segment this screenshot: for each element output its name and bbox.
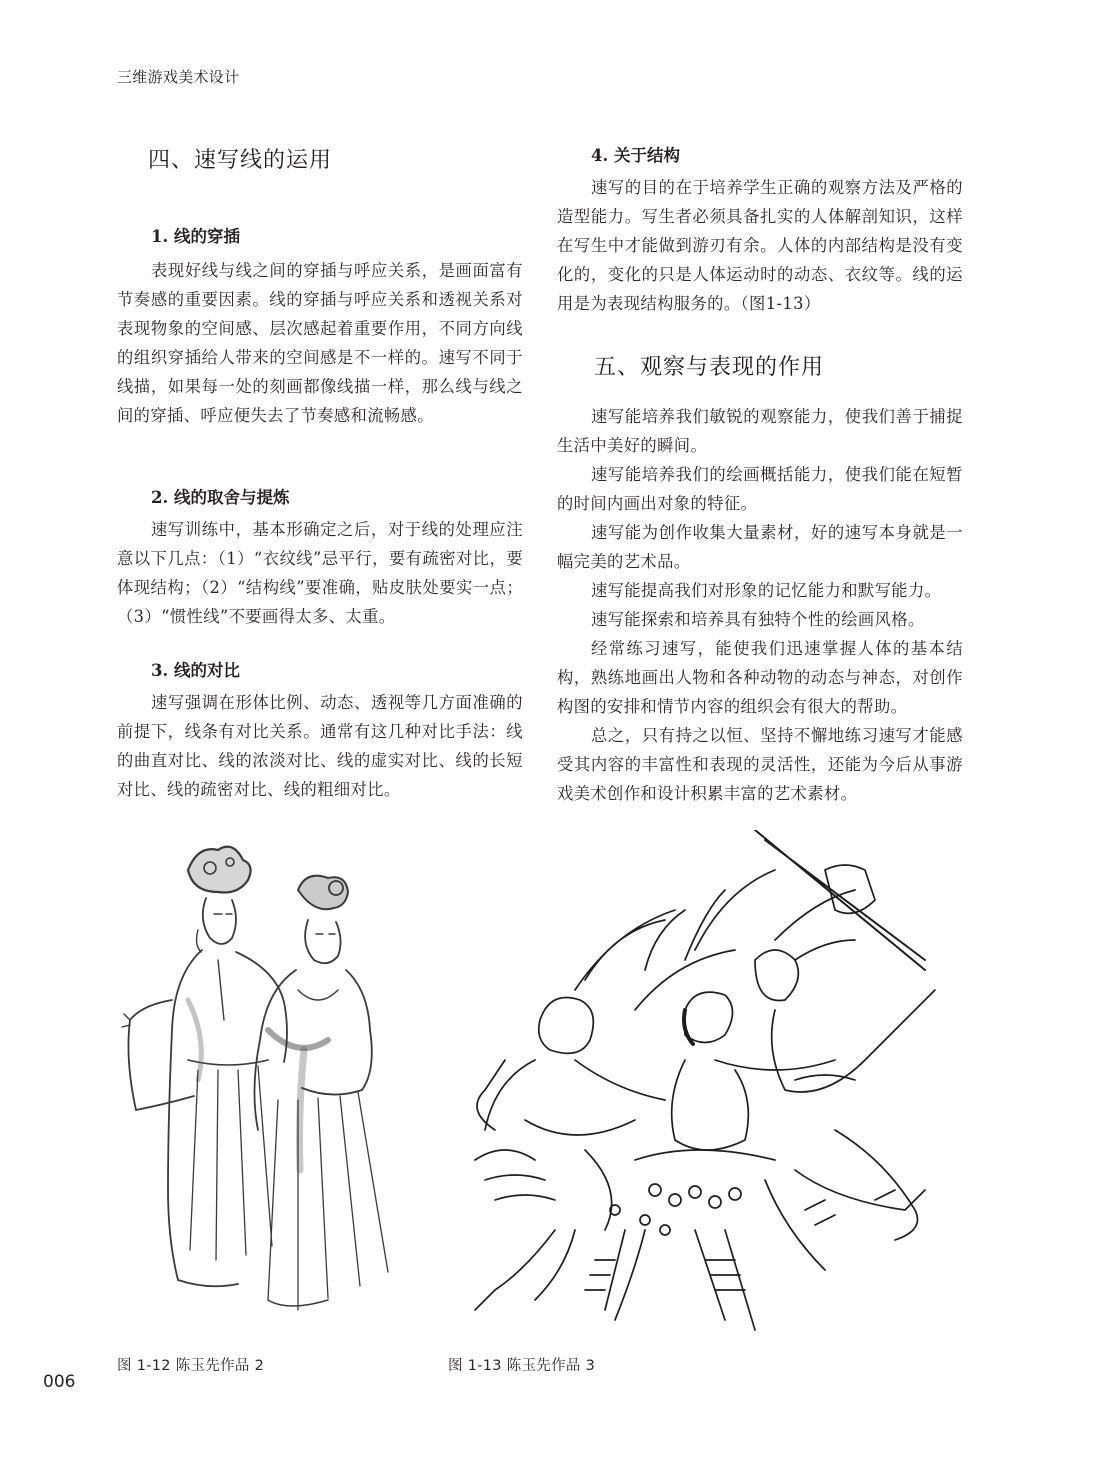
subsection-paragraph-2: 速写训练中，基本形确定之后，对于线的处理应注意以下几点：（1）“衣纹线”忌平行，要有疏密对比，要体现结构；（2）“结构线”要准确，贴皮肤处要实一点；（3）“惯性线”不要画得太多、太重。 (117, 520, 523, 626)
figure-1-12-opera-sketch (118, 830, 438, 1330)
subsection-heading-1: 1. 线的穿插 (151, 227, 240, 246)
section-five-paragraph-6: 经常练习速写，能使我们迅速掌握人体的基本结构，熟练地画出人物和各种动物的动态与神态，对创作构图的安排和情节内容的组织会有很大的帮助。 (557, 639, 963, 716)
subsection-heading-3: 3. 线的对比 (151, 661, 240, 680)
subsection-heading-4: 4. 关于结构 (591, 146, 680, 165)
section-five-paragraph-7: 总之，只有持之以恒、坚持不懈地练习速写才能感受其内容的丰富性和表现的灵活性，还能为今后从事游戏美术创作和设计积累丰富的艺术素材。 (557, 726, 963, 803)
section-five-paragraph-2: 速写能培养我们的绘画概括能力，使我们能在短暂的时间内画出对象的特征。 (557, 465, 963, 513)
page-number: 006 (43, 1372, 76, 1392)
section-five-paragraph-5: 速写能探索和培养具有独特个性的绘画风格。 (591, 610, 925, 629)
section-title-four: 四、速写线的运用 (148, 148, 333, 173)
running-head-title: 三维游戏美术设计 (117, 68, 240, 86)
figure-1-12-caption: 图 1-12 陈玉先作品 2 (117, 1358, 265, 1374)
figure-1-13-dancers-sketch (455, 830, 955, 1340)
subsection-paragraph-1: 表现好线与线之间的穿插与呼应关系，是画面富有节奏感的重要因素。线的穿插与呼应关系和透视关系对表现物象的空间感、层次感起着重要作用，不同方向线的组织穿插给人带来的空间感是不一样的。速写不同于线描，如果每一处的刻画都像线描一样，那么线与线之间的穿插、呼应便失去了节奏感和流畅感。 (117, 261, 523, 425)
subsection-paragraph-3: 速写强调在形体比例、动态、透视等几方面准确的前提下，线条有对比关系。通常有这几种对比手法：线的曲直对比、线的浓淡对比、线的虚实对比、线的长短对比、线的疏密对比、线的粗细对比。 (117, 693, 523, 799)
subsection-paragraph-4: 速写的目的在于培养学生正确的观察方法及严格的造型能力。写生者必须具备扎实的人体解剖知识，这样在写生中才能做到游刃有余。人体的内部结构是没有变化的，变化的只是人体运动时的动态、衣纹等。线的运用是为表现结构服务的。（图1-13） (557, 178, 963, 313)
section-title-five: 五、观察与表现的作用 (594, 355, 825, 380)
figure-1-13-caption: 图 1-13 陈玉先作品 3 (448, 1358, 596, 1374)
section-five-paragraph-4: 速写能提高我们对形象的记忆能力和默写能力。 (591, 581, 942, 600)
section-five-paragraph-1: 速写能培养我们敏锐的观察能力，使我们善于捕捉生活中美好的瞬间。 (557, 407, 963, 455)
section-five-body (557, 402, 963, 808)
dancers-illustration (455, 830, 955, 1340)
opera-performers-illustration (118, 830, 438, 1330)
section-five-paragraph-3: 速写能为创作收集大量素材，好的速写本身就是一幅完美的艺术品。 (557, 523, 963, 571)
subsection-heading-2: 2. 线的取舍与提炼 (151, 488, 290, 507)
